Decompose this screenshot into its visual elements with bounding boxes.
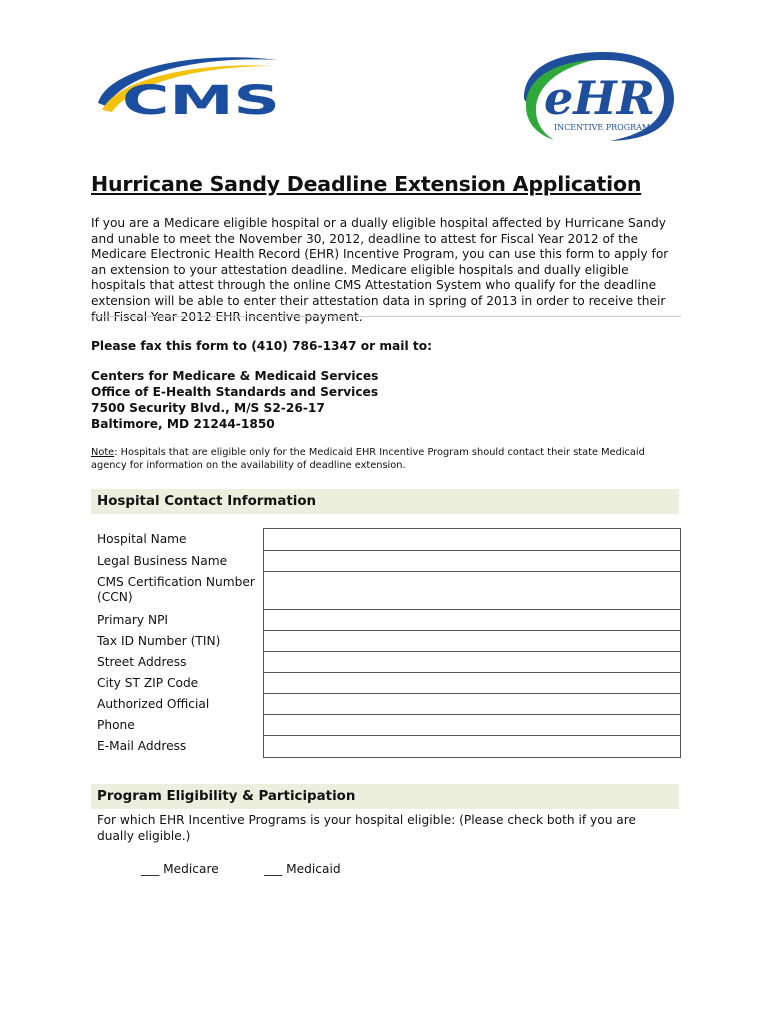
table-row bbox=[91, 551, 681, 572]
field-label: Legal Business Name bbox=[97, 553, 228, 568]
table-row bbox=[91, 694, 681, 715]
field-label: Primary NPI bbox=[97, 612, 169, 627]
ehr-logo-subtext: INCENTIVE PROGRAM bbox=[554, 123, 651, 132]
cms-logo-text: CMS bbox=[122, 78, 280, 124]
legal-business-name-field[interactable] bbox=[264, 551, 681, 572]
authorized-official-field[interactable] bbox=[264, 694, 681, 715]
note-body: : Hospitals that are eligible only for the Medicaid EHR Incentive Program should contact their state Medicaid agency for information on the availability of deadline extension. bbox=[91, 447, 645, 472]
hospital-contact-table bbox=[91, 528, 681, 758]
hospital-contact-heading: Hospital Contact Information bbox=[91, 489, 679, 514]
email-address-field[interactable] bbox=[264, 736, 681, 758]
field-label: Street Address bbox=[97, 654, 187, 669]
field-label: CMS Certification Number (CCN) bbox=[97, 574, 255, 605]
street-address-field[interactable] bbox=[264, 652, 681, 673]
table-row bbox=[91, 715, 681, 736]
address-line: Baltimore, MD 21244-1850 bbox=[91, 417, 275, 431]
table-row bbox=[91, 736, 681, 758]
address-line: Office of E-Health Standards and Services bbox=[91, 385, 379, 399]
table-row bbox=[91, 631, 681, 652]
city-st-zip-field[interactable] bbox=[264, 673, 681, 694]
eligibility-question: For which EHR Incentive Programs is your hospital eligible: (Please check both if you are dually eligible.) bbox=[97, 813, 637, 843]
field-label: Tax ID Number (TIN) bbox=[97, 633, 221, 648]
field-label: City ST ZIP Code bbox=[97, 675, 199, 690]
medicaid-option[interactable]: ___ Medicaid bbox=[264, 862, 341, 876]
phone-field[interactable] bbox=[264, 715, 681, 736]
table-row bbox=[91, 529, 681, 551]
field-label: Hospital Name bbox=[97, 531, 187, 546]
table-row bbox=[91, 572, 681, 610]
hospital-name-field[interactable] bbox=[264, 529, 681, 551]
ccn-field[interactable] bbox=[264, 572, 681, 610]
ehr-logo-text: eHR bbox=[544, 71, 655, 125]
note-label: Note bbox=[91, 447, 115, 458]
field-label: E-Mail Address bbox=[97, 738, 187, 753]
field-label: Authorized Official bbox=[97, 696, 210, 711]
tin-field[interactable] bbox=[264, 631, 681, 652]
intro-paragraph: If you are a Medicare eligible hospital or a dually eligible hospital affected by Hurricane Sandy and unable to meet the November 30, 2012, deadline to attest for Fiscal Year 2012 of the Medicare Electronic Health Record (EHR) Incentive Program, you can use this form to apply for an extension to your attestation deadline. Medicare eligible hospitals and dually eligible hospitals that attest through the online CMS Attestation System who qualify for the deadline extension will be able to enter their attestation data in spring of 2013 in order to receive their full Fiscal Year 2012 EHR incentive payment. bbox=[91, 216, 669, 324]
medicare-option[interactable]: ___ Medicare bbox=[141, 862, 219, 876]
address-line: 7500 Security Blvd., M/S S2-26-17 bbox=[91, 401, 325, 415]
program-eligibility-heading: Program Eligibility & Participation bbox=[91, 784, 679, 809]
mailing-address bbox=[91, 368, 378, 432]
table-row bbox=[91, 652, 681, 673]
address-line: Centers for Medicare & Medicaid Services bbox=[91, 369, 379, 383]
cms-logo bbox=[88, 48, 288, 128]
primary-npi-field[interactable] bbox=[264, 610, 681, 631]
table-row bbox=[91, 610, 681, 631]
table-row bbox=[91, 673, 681, 694]
fax-instruction: Please fax this form to (410) 786-1347 or mail to: bbox=[91, 339, 432, 353]
ehr-incentive-program-logo bbox=[514, 48, 682, 143]
page-title: Hurricane Sandy Deadline Extension Application bbox=[91, 172, 642, 196]
field-label: Phone bbox=[97, 717, 135, 732]
note-text bbox=[91, 446, 681, 472]
divider bbox=[91, 316, 681, 317]
